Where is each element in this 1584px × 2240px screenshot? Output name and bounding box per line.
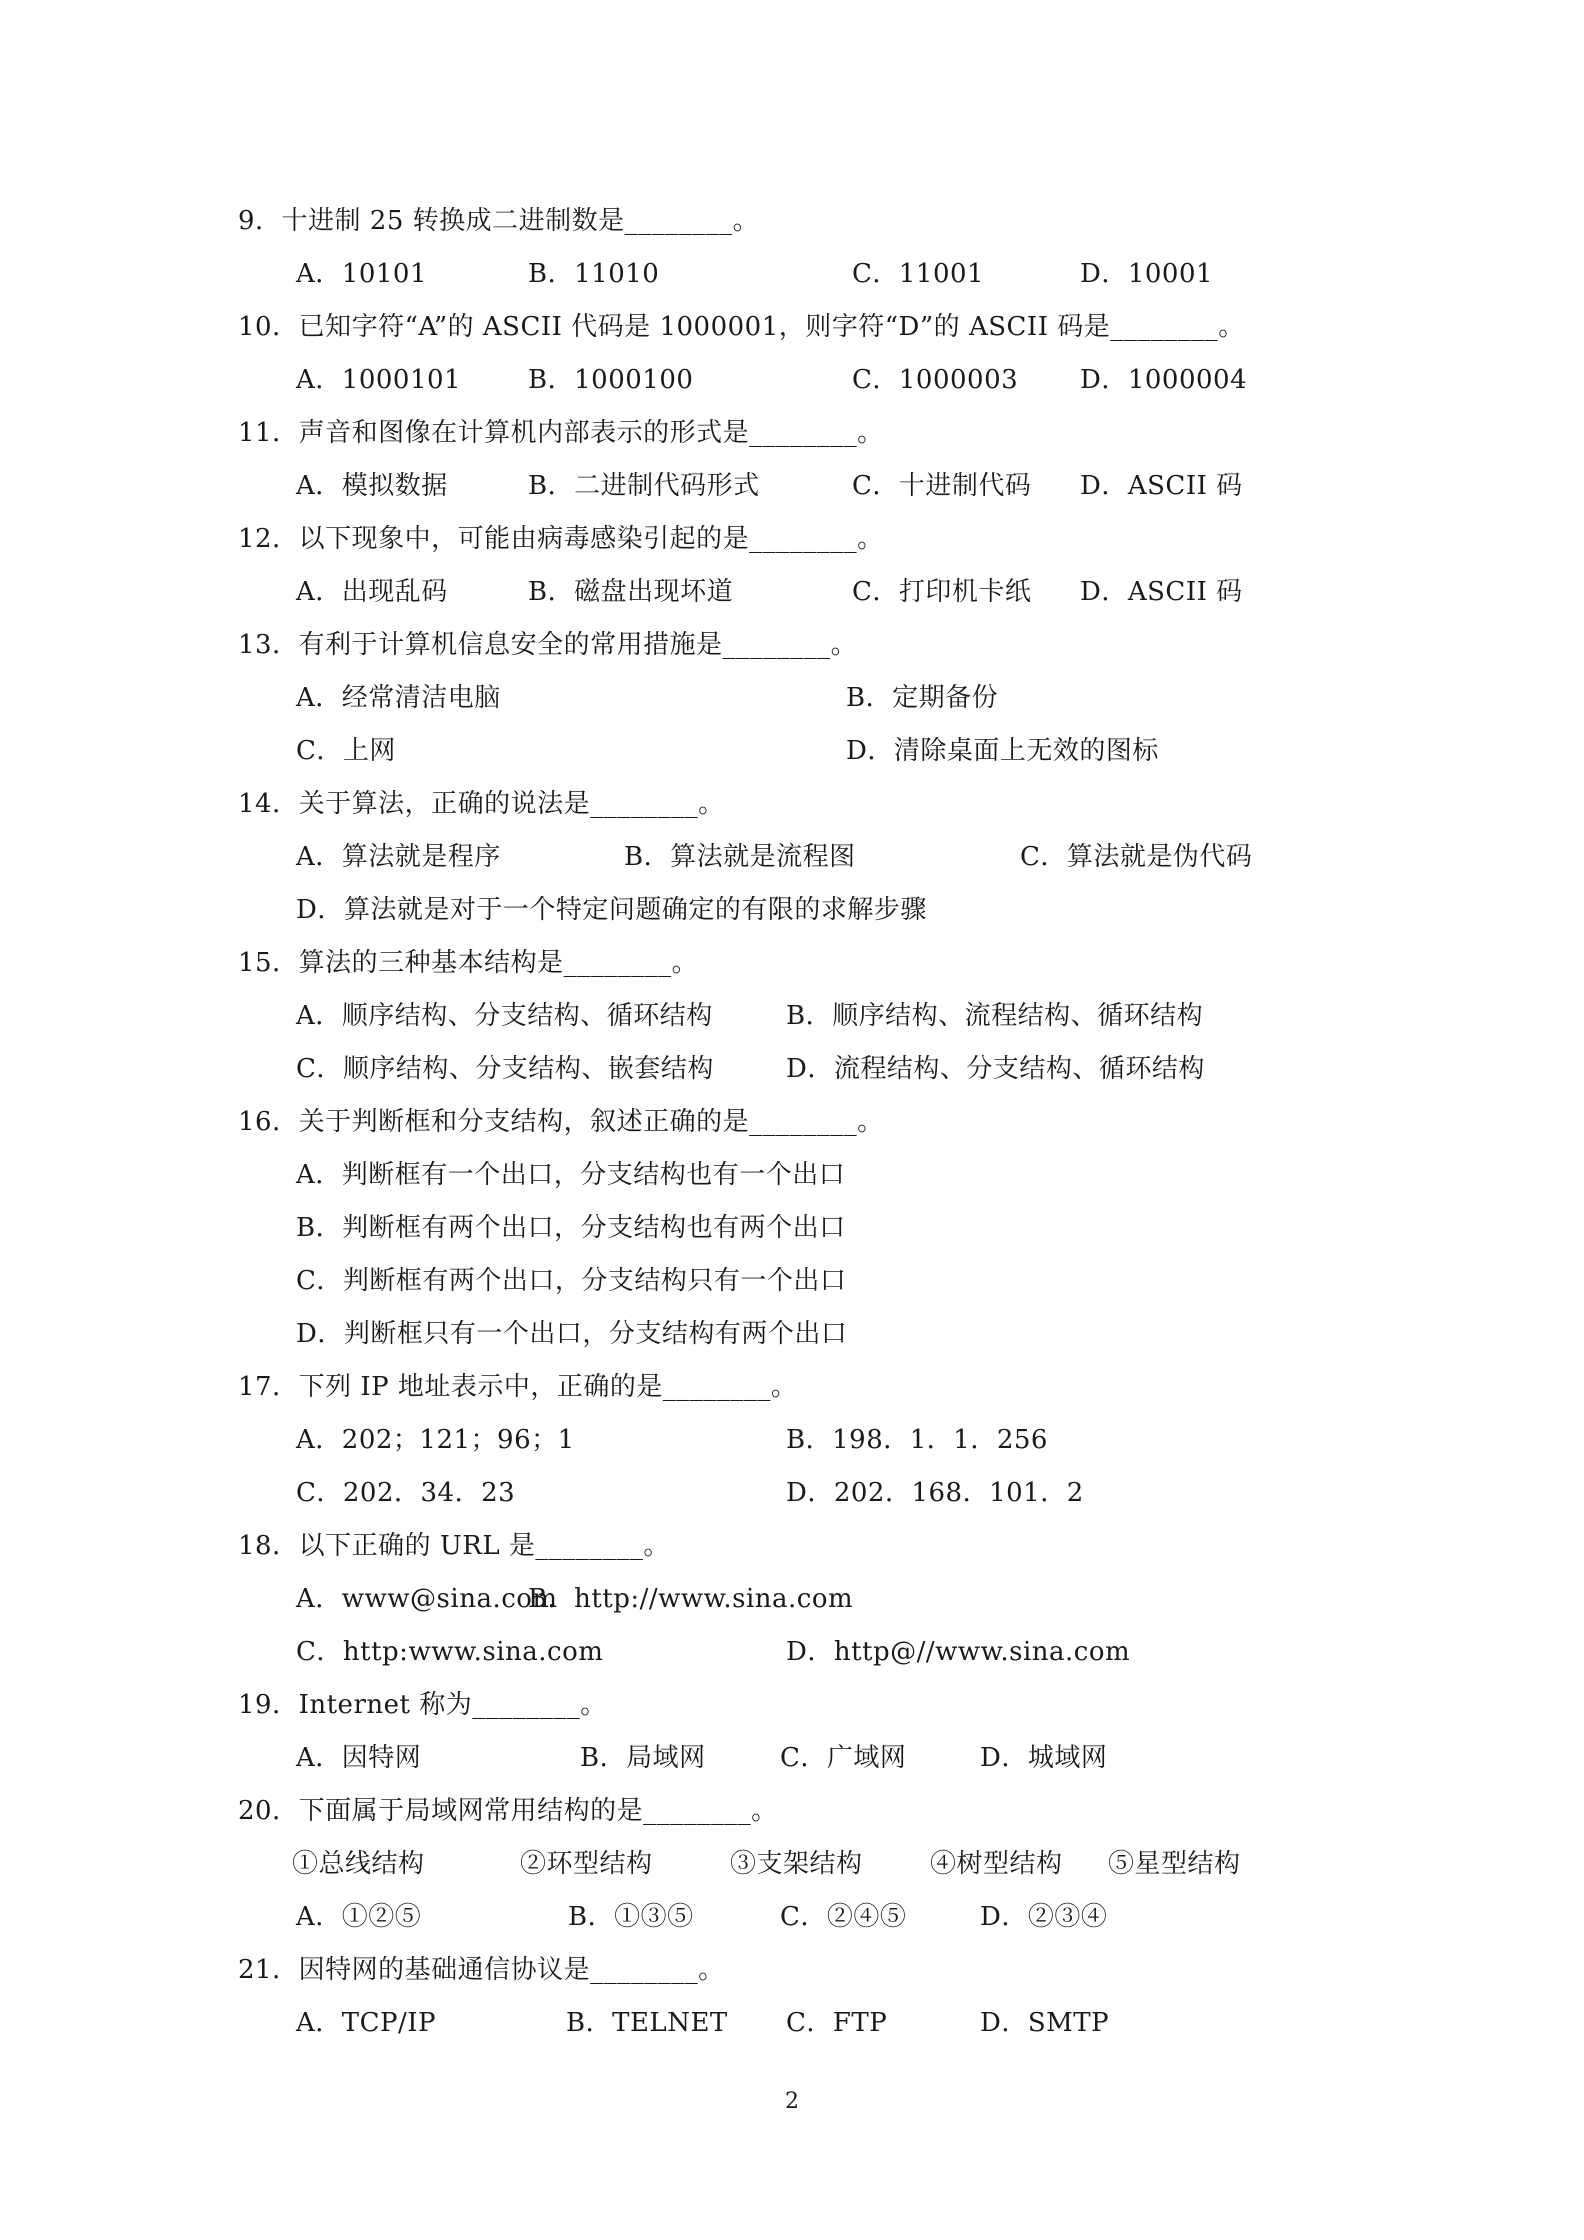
option-item: ②环型结构 [520, 1849, 653, 1879]
option-item: ①总线结构 [292, 1849, 425, 1879]
question-number: 17． [238, 1372, 299, 1402]
option-c: C．广域网 [780, 1743, 907, 1773]
option-b: B．二进制代码形式 [528, 471, 760, 501]
option-a: A．10101 [296, 259, 427, 289]
option-c: C．上网 [296, 736, 396, 766]
question-text: 以下正确的 URL 是________。 [298, 1531, 670, 1561]
option-b: B．局域网 [580, 1743, 706, 1773]
option-a: A．因特网 [296, 1743, 422, 1773]
option-item: ④树型结构 [930, 1849, 1063, 1879]
option-a: A．判断框有一个出口，分支结构也有一个出口 [296, 1160, 846, 1190]
option-c: C．判断框有两个出口，分支结构只有一个出口 [296, 1266, 847, 1296]
option-c: C．②④⑤ [780, 1902, 907, 1932]
option-b: B．①③⑤ [568, 1902, 694, 1932]
option-c: C．http:www.sina.com [296, 1637, 604, 1667]
question-number: 16． [238, 1107, 299, 1137]
option-b: B．http://www.sina.com [528, 1584, 854, 1614]
option-a: A．202；121；96；1 [296, 1425, 575, 1455]
question-text: 下列 IP 地址表示中，正确的是________。 [298, 1372, 798, 1402]
option-a: A．模拟数据 [296, 471, 448, 501]
question-16-stem [238, 1105, 884, 1139]
question-15-stem [238, 946, 698, 980]
question-number: 13． [238, 630, 299, 660]
option-item: ⑤星型结构 [1108, 1849, 1241, 1879]
question-9-stem [238, 204, 759, 238]
question-text: 因特网的基础通信协议是________。 [298, 1955, 725, 1985]
question-text: 已知字符“A”的 ASCII 代码是 1000001，则字符“D”的 ASCII 码是________。 [298, 312, 1245, 342]
question-number: 19． [238, 1690, 299, 1720]
question-number: 18． [238, 1531, 299, 1561]
option-b: B．TELNET [566, 2008, 728, 2038]
option-b: B．定期备份 [846, 683, 999, 713]
question-12-stem [238, 522, 884, 556]
option-d: D．ASCII 码 [1080, 577, 1243, 607]
question-number: 12． [238, 524, 299, 554]
question-text: 关于算法，正确的说法是________。 [298, 789, 725, 819]
option-d: D．城域网 [980, 1743, 1108, 1773]
option-d: D．清除桌面上无效的图标 [846, 736, 1159, 766]
option-d: D．ASCII 码 [1080, 471, 1243, 501]
option-d: D．判断框只有一个出口，分支结构有两个出口 [296, 1319, 848, 1349]
option-a: A．TCP/IP [296, 2008, 437, 2038]
option-c: C．算法就是伪代码 [1020, 842, 1253, 872]
question-text: 十进制 25 转换成二进制数是________。 [281, 206, 760, 236]
question-text: 下面属于局域网常用结构的是________。 [298, 1796, 778, 1826]
question-17-stem [238, 1370, 797, 1404]
option-d: D．10001 [1080, 259, 1214, 289]
option-a: A．①②⑤ [296, 1902, 422, 1932]
question-text: 关于判断框和分支结构，叙述正确的是________。 [298, 1107, 884, 1137]
option-b: B．算法就是流程图 [624, 842, 856, 872]
option-c: C．打印机卡纸 [852, 577, 1032, 607]
question-number: 15． [238, 948, 299, 978]
option-b: B．1000100 [528, 365, 694, 395]
option-b: B．磁盘出现坏道 [528, 577, 734, 607]
option-c: C．FTP [786, 2008, 888, 2038]
question-number: 10． [238, 312, 299, 342]
question-number: 21． [238, 1955, 299, 1985]
question-21-stem [238, 1953, 725, 1987]
option-b: B．顺序结构、流程结构、循环结构 [786, 1001, 1204, 1031]
question-text: Internet 称为________。 [298, 1690, 607, 1720]
page-number: 2 [785, 2089, 799, 2114]
option-d: D．202．168．101．2 [786, 1478, 1084, 1508]
question-10-stem [238, 310, 1245, 344]
option-d: D．http@//www.sina.com [786, 1637, 1131, 1667]
question-14-stem [238, 787, 725, 821]
option-a: A．1000101 [296, 365, 462, 395]
question-18-stem [238, 1529, 670, 1563]
option-a: A．出现乱码 [296, 577, 448, 607]
question-number: 14． [238, 789, 299, 819]
option-a: A．顺序结构、分支结构、循环结构 [296, 1001, 713, 1031]
option-c: C．顺序结构、分支结构、嵌套结构 [296, 1054, 714, 1084]
question-text: 以下现象中，可能由病毒感染引起的是________。 [298, 524, 884, 554]
option-d: D．SMTP [980, 2008, 1110, 2038]
option-c: C．202．34．23 [296, 1478, 516, 1508]
option-c: C．11001 [852, 259, 985, 289]
option-d: D．流程结构、分支结构、循环结构 [786, 1054, 1205, 1084]
option-item: ③支架结构 [730, 1849, 863, 1879]
option-d: D．算法就是对于一个特定问题确定的有限的求解步骤 [296, 895, 927, 925]
question-number: 9． [238, 206, 282, 236]
option-b: B．198．1．1．256 [786, 1425, 1048, 1455]
option-d: D．②③④ [980, 1902, 1108, 1932]
option-d: D．1000004 [1080, 365, 1248, 395]
option-c: C．十进制代码 [852, 471, 1032, 501]
option-a: A．经常清洁电脑 [296, 683, 501, 713]
question-text: 声音和图像在计算机内部表示的形式是________。 [298, 418, 884, 448]
question-text: 算法的三种基本结构是________。 [298, 948, 699, 978]
question-number: 20． [238, 1796, 299, 1826]
option-c: C．1000003 [852, 365, 1019, 395]
option-b: B．11010 [528, 259, 660, 289]
question-text: 有利于计算机信息安全的常用措施是________。 [298, 630, 858, 660]
question-number: 11． [238, 418, 299, 448]
question-19-stem [238, 1688, 607, 1722]
option-a: A．www@sina.com [296, 1584, 558, 1614]
question-11-stem [238, 416, 884, 450]
question-20-stem [238, 1794, 778, 1828]
option-b: B．判断框有两个出口，分支结构也有两个出口 [296, 1213, 846, 1243]
question-13-stem [238, 628, 857, 662]
option-a: A．算法就是程序 [296, 842, 501, 872]
